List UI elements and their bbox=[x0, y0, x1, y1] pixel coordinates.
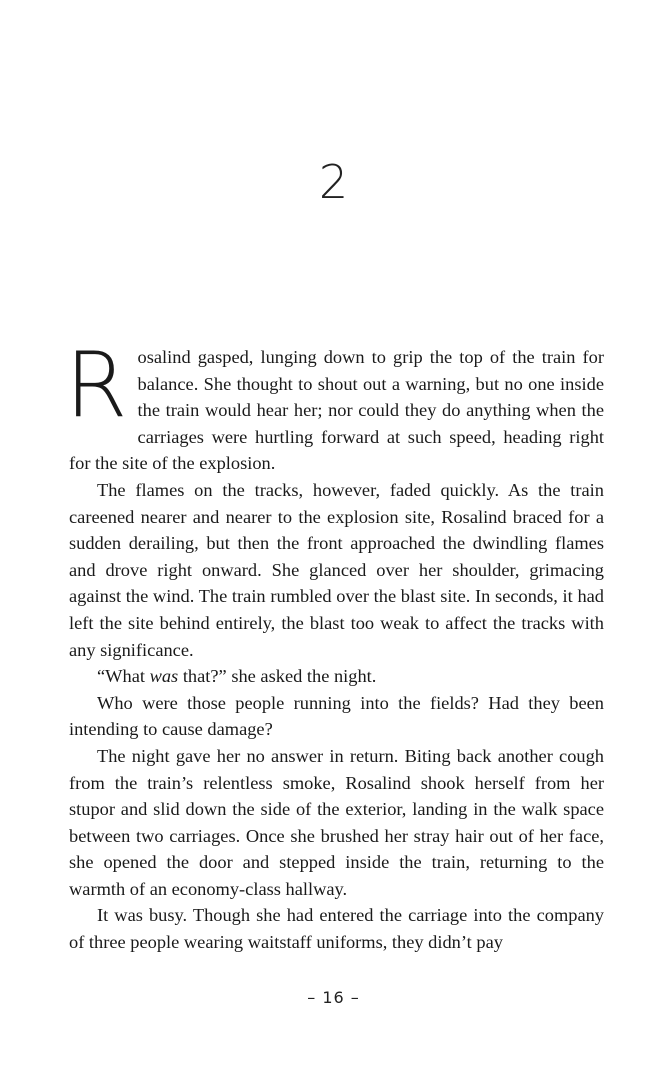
chapter-number: 2 bbox=[318, 155, 349, 209]
paragraph: It was busy. Though she had entered the carriage into the company of three people wearing waitstaff uniforms, they didn’t pay bbox=[69, 905, 604, 953]
page-number: – 16 – bbox=[307, 988, 360, 1007]
paragraph: The flames on the tracks, however, faded quickly. As the train careened nearer and nearer to the explosion site, Rosalind braced for a sudden derailing, but then the front approached the dwindling flames and drove right onward. She glanced over her shoulder, grimacing against the wind. The train rumbled over the blast site. In seconds, it had left the site behind entirely, the blast too weak to affect the tracks with any significance. bbox=[69, 479, 604, 660]
emphasis-text: was bbox=[149, 666, 179, 687]
paragraph: The night gave her no answer in return. Biting back another cough from the train’s relentless smoke, Rosalind shook herself from her stupor and slid down the side of the exterior, landing in the walk space between two carriages. Once she brushed her stray hair out of her face, she opened the door and stepped inside the train, returning to the warmth of an economy-class hallway. bbox=[69, 745, 604, 899]
drop-cap: R bbox=[65, 333, 128, 438]
dialogue-open: “What bbox=[97, 666, 150, 687]
paragraph bbox=[65, 333, 604, 477]
paragraph-text: osalind gasped, lunging down to grip the top of the train for balance. She thought to shout out a warning, but no one inside the train would hear her; nor could they do anything when the carriages were hurtling forward at such speed, heading right for the site of the explosion. bbox=[69, 347, 604, 474]
paragraph: Who were those people running into the fields? Had they been intending to cause damage? bbox=[69, 692, 604, 740]
body-text bbox=[65, 333, 604, 956]
dialogue-close: that?” she asked the night. bbox=[178, 666, 377, 687]
paragraph bbox=[69, 663, 604, 690]
